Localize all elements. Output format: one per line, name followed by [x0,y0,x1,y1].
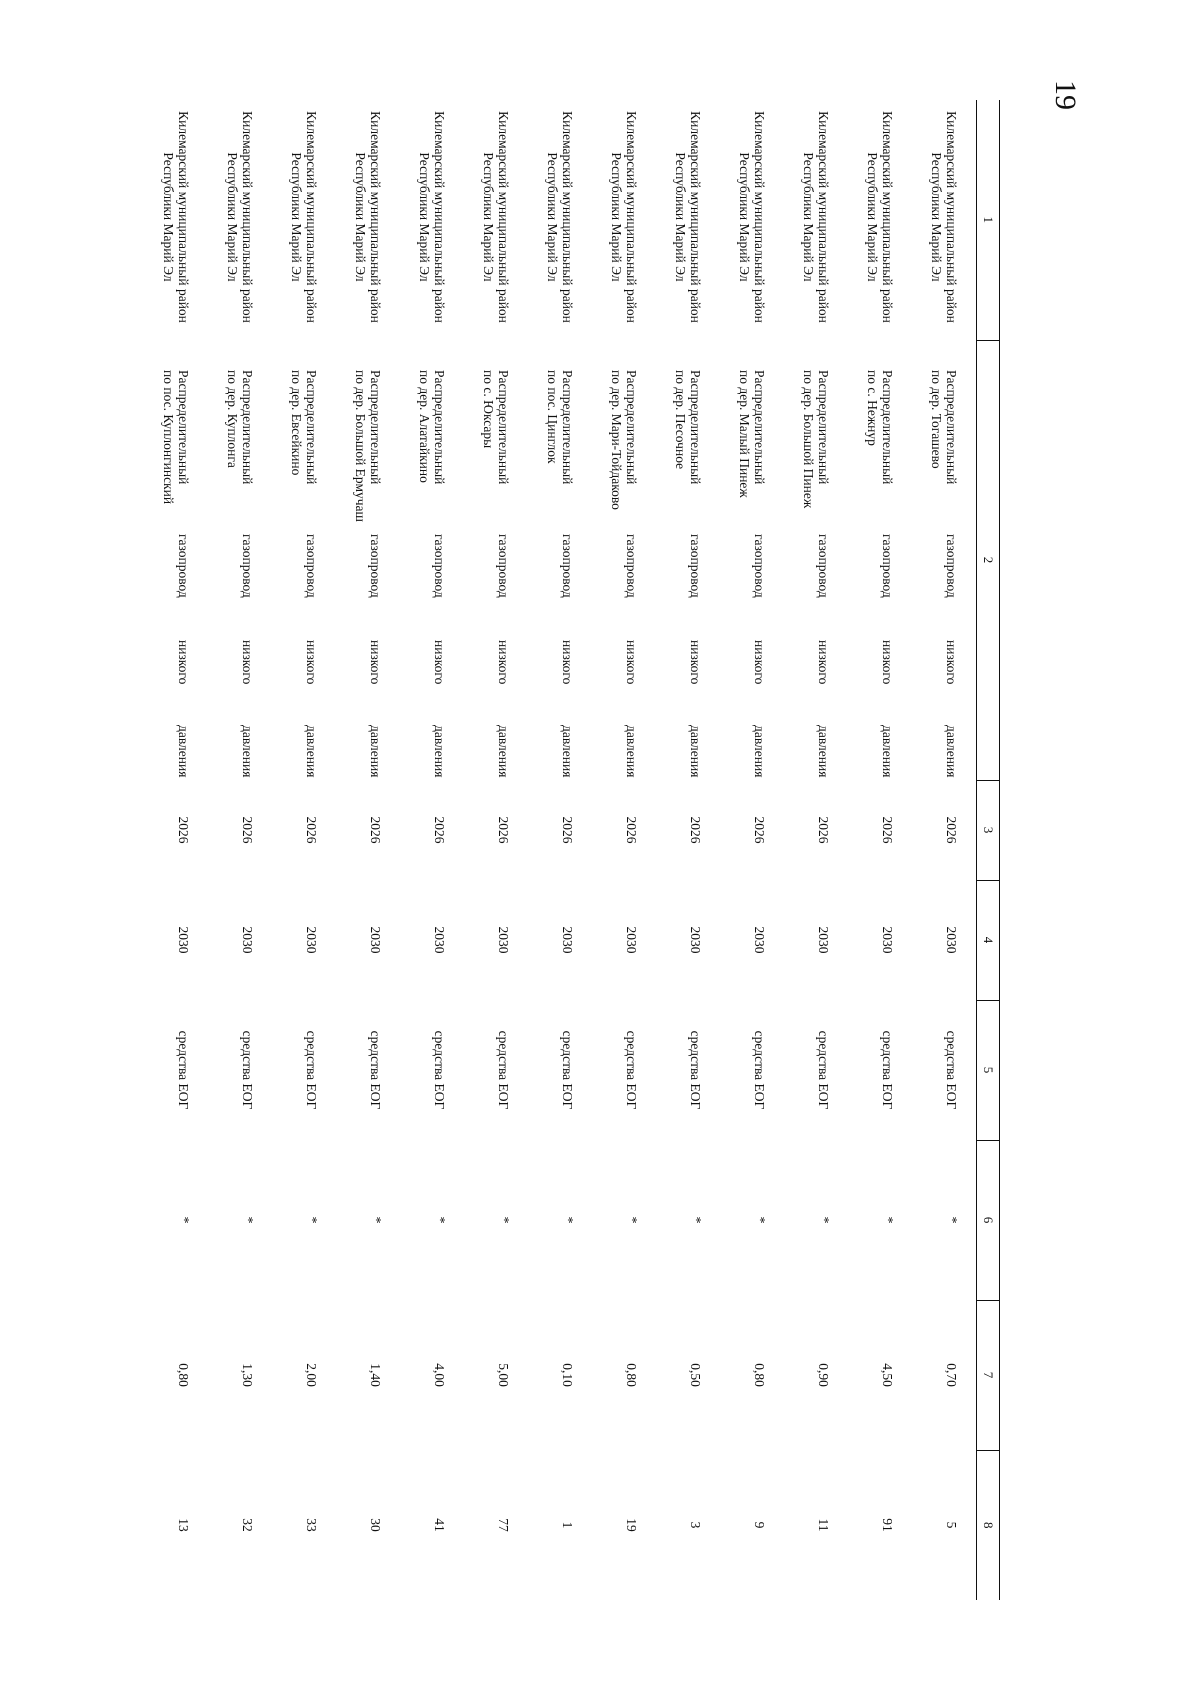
object-line-2: по пос. Куплонгинский [161,370,176,505]
funding-source-cell: средства ЕОГ [752,1030,767,1110]
low-word-cell: низкого [432,640,447,685]
object-line-1: Распределительный [816,370,831,485]
pressure-word-cell: давления [560,725,575,778]
count-cell: 11 [816,1518,831,1532]
district-cell: Килемарский муниципальный район Республики Марий Эл [161,111,191,323]
pressure-word-cell: давления [496,725,511,778]
low-word-cell: низкого [496,640,511,685]
table-row [848,100,912,1600]
length-cell: 4,50 [880,1363,895,1387]
object-line-2: по с. Юксары [481,370,496,449]
object-line-2: по дер. Песочное [673,370,688,470]
object-name-cell [848,340,912,530]
start-year-cell: 2026 [624,816,639,844]
object-name-cell [720,340,784,530]
object-name-cell [784,340,848,530]
start-year-cell: 2026 [752,816,767,844]
low-word-cell: низкого [368,640,383,685]
count-cell: 3 [688,1521,703,1529]
object-line-2: по дер. Евсейкино [289,370,304,476]
pipe-word-cell: газопровод [752,534,767,598]
low-word-cell: низкого [304,640,319,685]
end-year-cell: 2030 [560,926,575,954]
funding-source-cell: средства ЕОГ [880,1030,895,1110]
funding-source-cell: средства ЕОГ [944,1030,959,1110]
column-header: 4 [977,880,1000,1000]
page-number: 19 [1049,80,1082,110]
table-row [720,100,784,1600]
mark-cell: * [304,1216,319,1224]
table-row [336,100,400,1600]
object-line-2: по дер. Алатайкино [417,370,432,483]
mark-cell: * [688,1216,703,1224]
district-cell: Килемарский муниципальный район Республики Марий Эл [865,111,895,323]
length-cell: 1,40 [368,1363,383,1387]
district-cell: Килемарский муниципальный район Республики Марий Эл [609,111,639,323]
pipe-word-cell: газопровод [944,534,959,598]
table-row [144,100,208,1600]
object-line-2: по дер. Малый Пинеж [737,370,752,498]
count-cell: 5 [944,1521,959,1529]
district-cell: Килемарский муниципальный район Республики Марий Эл [737,111,767,323]
low-word-cell: низкого [240,640,255,685]
mark-cell: * [496,1216,511,1224]
column-header: 1 [977,100,1000,340]
end-year-cell: 2030 [368,926,383,954]
table-row [464,100,528,1600]
district-cell: Килемарский муниципальный район Республики Марий Эл [929,111,959,323]
start-year-cell: 2026 [496,816,511,844]
low-word-cell: низкого [624,640,639,685]
table-row [912,100,977,1600]
object-line-2: по пос. Цинглок [545,370,560,464]
low-word-cell: низкого [880,640,895,685]
funding-source-cell: средства ЕОГ [688,1030,703,1110]
end-year-cell: 2030 [304,926,319,954]
object-name-cell [656,340,720,530]
pipe-word-cell: газопровод [240,534,255,598]
district-cell: Килемарский муниципальный район Республики Марий Эл [481,111,511,323]
count-cell: 91 [880,1518,895,1532]
mark-cell: * [624,1216,639,1224]
low-word-cell: низкого [752,640,767,685]
object-line-2: по дер. Большой Ермучаш [353,370,368,522]
count-cell: 13 [176,1518,191,1532]
length-cell: 0,70 [944,1363,959,1387]
column-header: 3 [977,780,1000,880]
gas-pipeline-table [144,100,1000,1600]
mark-cell: * [560,1216,575,1224]
count-cell: 33 [304,1518,319,1532]
end-year-cell: 2030 [624,926,639,954]
mark-cell: * [944,1216,959,1224]
start-year-cell: 2026 [176,816,191,844]
low-word-cell: низкого [688,640,703,685]
table-row [272,100,336,1600]
object-line-1: Распределительный [304,370,319,485]
low-word-cell: низкого [176,640,191,685]
column-header: 7 [977,1300,1000,1450]
pressure-word-cell: давления [624,725,639,778]
start-year-cell: 2026 [816,816,831,844]
start-year-cell: 2026 [240,816,255,844]
count-cell: 41 [432,1518,447,1532]
header-row [977,100,1000,1600]
table-row [784,100,848,1600]
end-year-cell: 2030 [688,926,703,954]
district-cell: Килемарский муниципальный район Республики Марий Эл [801,111,831,323]
column-header: 2 [977,340,1000,780]
object-name-cell [464,340,528,530]
start-year-cell: 2026 [432,816,447,844]
start-year-cell: 2026 [368,816,383,844]
count-cell: 1 [560,1521,575,1529]
object-line-2: по дер. Большой Пинеж [801,370,816,509]
table-row [592,100,656,1600]
length-cell: 4,00 [432,1363,447,1387]
length-cell: 2,00 [304,1363,319,1387]
district-cell: Килемарский муниципальный район Республики Марий Эл [673,111,703,323]
district-cell: Килемарский муниципальный район Республики Марий Эл [289,111,319,323]
count-cell: 9 [752,1521,767,1529]
pipe-word-cell: газопровод [432,534,447,598]
object-line-1: Распределительный [624,370,639,485]
pressure-word-cell: давления [816,725,831,778]
end-year-cell: 2030 [240,926,255,954]
length-cell: 0,90 [816,1363,831,1387]
start-year-cell: 2026 [880,816,895,844]
pipe-word-cell: газопровод [624,534,639,598]
object-line-1: Распределительный [368,370,383,485]
object-line-1: Распределительный [496,370,511,485]
count-cell: 77 [496,1518,511,1532]
end-year-cell: 2030 [752,926,767,954]
object-line-1: Распределительный [752,370,767,485]
object-line-1: Распределительный [880,370,895,485]
object-line-1: Распределительный [944,370,959,485]
mark-cell: * [368,1216,383,1224]
object-name-cell [912,340,977,530]
object-name-cell [400,340,464,530]
length-cell: 0,80 [176,1363,191,1387]
funding-source-cell: средства ЕОГ [816,1030,831,1110]
length-cell: 0,50 [688,1363,703,1387]
pipe-word-cell: газопровод [880,534,895,598]
pressure-word-cell: давления [368,725,383,778]
start-year-cell: 2026 [560,816,575,844]
object-name-cell [528,340,592,530]
pressure-word-cell: давления [176,725,191,778]
district-cell: Килемарский муниципальный район Республики Марий Эл [225,111,255,323]
mark-cell: * [176,1216,191,1224]
object-line-1: Распределительный [432,370,447,485]
length-cell: 1,30 [240,1363,255,1387]
pressure-word-cell: давления [688,725,703,778]
mark-cell: * [880,1216,895,1224]
length-cell: 5,00 [496,1363,511,1387]
funding-source-cell: средства ЕОГ [240,1030,255,1110]
start-year-cell: 2026 [304,816,319,844]
pipe-word-cell: газопровод [304,534,319,598]
end-year-cell: 2030 [816,926,831,954]
end-year-cell: 2030 [496,926,511,954]
district-cell: Килемарский муниципальный район Республики Марий Эл [545,111,575,323]
district-cell: Килемарский муниципальный район Республики Марий Эл [353,111,383,323]
object-name-cell [592,340,656,530]
object-line-1: Распределительный [688,370,703,485]
pressure-word-cell: давления [432,725,447,778]
end-year-cell: 2030 [176,926,191,954]
mark-cell: * [432,1216,447,1224]
pressure-word-cell: давления [944,725,959,778]
object-name-cell [208,340,272,530]
funding-source-cell: средства ЕОГ [176,1030,191,1110]
mark-cell: * [816,1216,831,1224]
object-line-2: по с. Нежнур [865,370,880,446]
low-word-cell: низкого [944,640,959,685]
funding-source-cell: средства ЕОГ [368,1030,383,1110]
pipe-word-cell: газопровод [816,534,831,598]
mark-cell: * [240,1216,255,1224]
pipe-word-cell: газопровод [496,534,511,598]
count-cell: 30 [368,1518,383,1532]
object-line-1: Распределительный [176,370,191,485]
funding-source-cell: средства ЕОГ [432,1030,447,1110]
count-cell: 19 [624,1518,639,1532]
funding-source-cell: средства ЕОГ [560,1030,575,1110]
object-line-1: Распределительный [560,370,575,485]
pressure-word-cell: давления [880,725,895,778]
object-line-2: по дер. Мари-Тойдаково [609,370,624,510]
low-word-cell: низкого [816,640,831,685]
pipe-word-cell: газопровод [688,534,703,598]
column-header: 5 [977,1000,1000,1140]
length-cell: 0,10 [560,1363,575,1387]
table-row [656,100,720,1600]
object-name-cell [336,340,400,530]
object-line-2: по дер. Куплонга [225,370,240,468]
pipe-word-cell: газопровод [176,534,191,598]
end-year-cell: 2030 [944,926,959,954]
funding-source-cell: средства ЕОГ [624,1030,639,1110]
object-line-2: по дер. Тогашево [929,370,944,469]
mark-cell: * [752,1216,767,1224]
table-row [400,100,464,1600]
district-cell: Килемарский муниципальный район Республики Марий Эл [417,111,447,323]
end-year-cell: 2030 [880,926,895,954]
object-name-cell [144,340,208,530]
object-name-cell [272,340,336,530]
object-line-1: Распределительный [240,370,255,485]
funding-source-cell: средства ЕОГ [496,1030,511,1110]
start-year-cell: 2026 [944,816,959,844]
pressure-word-cell: давления [240,725,255,778]
table-row [528,100,592,1600]
pressure-word-cell: давления [304,725,319,778]
table-frame [161,100,1000,1600]
funding-source-cell: средства ЕОГ [304,1030,319,1110]
length-cell: 0,80 [752,1363,767,1387]
low-word-cell: низкого [560,640,575,685]
pressure-word-cell: давления [752,725,767,778]
pipe-word-cell: газопровод [368,534,383,598]
end-year-cell: 2030 [432,926,447,954]
pipe-word-cell: газопровод [560,534,575,598]
column-header: 6 [977,1140,1000,1300]
table-row [208,100,272,1600]
count-cell: 32 [240,1518,255,1532]
start-year-cell: 2026 [688,816,703,844]
length-cell: 0,80 [624,1363,639,1387]
column-header: 8 [977,1450,1000,1600]
